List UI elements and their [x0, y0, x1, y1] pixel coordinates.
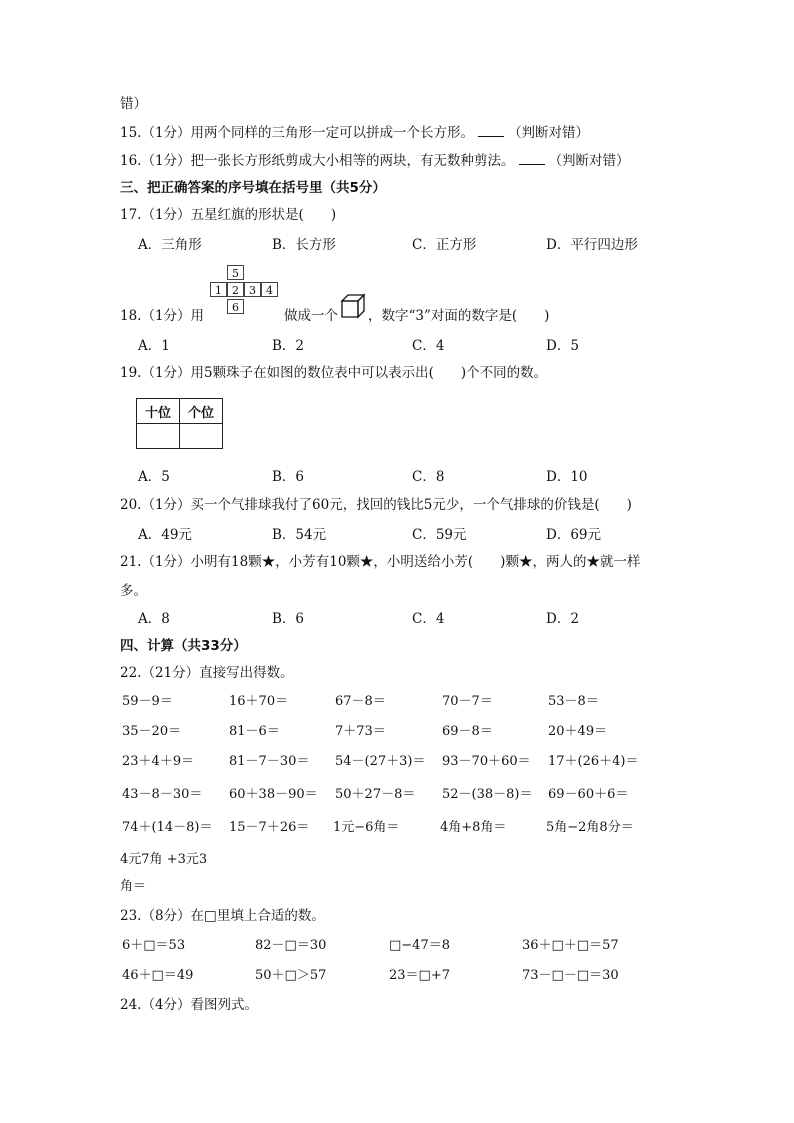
q18-option-c[interactable]: C．4: [412, 338, 445, 354]
calc-item: 59－9＝: [122, 694, 173, 709]
fill-box-item: 46＋□＝49: [122, 968, 194, 983]
net-cell: 1: [210, 282, 227, 297]
net-cell: 6: [227, 299, 244, 314]
question-15: [120, 124, 589, 142]
calc-item: 53－8＝: [548, 694, 599, 709]
calc-item: 15－7＋26＝: [229, 820, 310, 835]
place-value-cell-tens: [137, 424, 180, 449]
calc-item: 67－8＝: [335, 694, 386, 709]
q19-option-c[interactable]: C．8: [412, 469, 445, 485]
section-3-title: 三、把正确答案的序号填在括号里（共5分）: [120, 180, 386, 196]
fill-box-item: 36＋□＋□＝57: [522, 938, 619, 953]
net-cell: 4: [261, 282, 278, 297]
fill-box-item: 50＋□＞57: [255, 968, 327, 983]
question-24-stem: 24.（4分）看图列式。: [120, 997, 259, 1013]
calc-item: 17＋(26＋4)＝: [548, 754, 639, 769]
q21-option-d[interactable]: D．2: [546, 611, 579, 627]
q18-option-b[interactable]: B．2: [272, 338, 305, 354]
calc-item: 74＋(14－8)＝: [122, 820, 213, 835]
fill-box-item: 73－□－□＝30: [522, 968, 619, 983]
fill-box-item: 23＝□+7: [389, 968, 450, 983]
question-22-stem: 22.（21分）直接写出得数。: [120, 665, 294, 681]
place-value-table: [136, 398, 223, 449]
calc-item: 81－6＝: [229, 724, 280, 739]
q19-option-b[interactable]: B．6: [272, 469, 305, 485]
cube-icon: [340, 293, 368, 319]
calc-item: 35－20＝: [122, 724, 182, 739]
question-19-stem: 19.（1分）用5颗珠子在如图的数位表中可以表示出( )个不同的数。: [120, 365, 548, 381]
calc-item: 7＋73＝: [335, 724, 386, 739]
calc-item: 20＋49＝: [548, 724, 608, 739]
continued-line-tail: 错）: [120, 96, 147, 112]
net-cell: 3: [244, 282, 261, 297]
net-cell: 2: [227, 282, 244, 297]
q21-option-a[interactable]: A．8: [138, 611, 170, 627]
q20-option-c[interactable]: C．59元: [412, 527, 467, 543]
q19-option-a[interactable]: A．5: [138, 469, 170, 485]
question-16-tail: （判断对错）: [548, 153, 630, 169]
calc-item: 69－8＝: [442, 724, 493, 739]
q18-option-d[interactable]: D．5: [546, 338, 579, 354]
q20-option-d[interactable]: D．69元: [546, 527, 602, 543]
calc-item: 1元−6角＝: [333, 820, 400, 835]
calc-item: 5角−2角8分＝: [546, 820, 634, 835]
calc-item: 54－(27＋3)＝: [335, 754, 426, 769]
question-15-tail: （判断对错）: [508, 125, 590, 141]
section-4-title: 四、计算（共33分）: [120, 638, 247, 654]
q21-option-c[interactable]: C．4: [412, 611, 445, 627]
calc-item: 60＋38－90＝: [229, 787, 318, 802]
net-cell: 5: [227, 265, 244, 280]
question-18-stem-b: 做成一个: [284, 308, 338, 324]
q17-option-c[interactable]: C．正方形: [412, 237, 477, 253]
calc-item: 70－7＝: [442, 694, 493, 709]
q17-option-a[interactable]: A．三角形: [138, 237, 202, 253]
q20-option-b[interactable]: B．54元: [272, 527, 327, 543]
calc-item: 23＋4＋9＝: [122, 754, 195, 769]
place-value-cell-ones: [180, 424, 223, 449]
question-18-stem-a: 18.（1分）用: [120, 308, 205, 324]
answer-blank-15[interactable]: [478, 124, 504, 137]
calc-item: 69－60＋6＝: [548, 787, 629, 802]
calc-item: 81－7－30＝: [229, 754, 310, 769]
question-21-stem-line1: 21.（1分）小明有18颗★，小芳有10颗★，小明送给小芳( )颗★，两人的★就一样: [120, 554, 641, 570]
question-21-stem-line2: 多。: [120, 583, 147, 599]
q18-option-a[interactable]: A．1: [138, 338, 170, 354]
place-value-header-tens: 十位: [137, 399, 180, 424]
question-18-stem-c: ，数字“3”对面的数字是( ): [368, 308, 550, 324]
q19-option-d[interactable]: D．10: [546, 469, 588, 485]
calc-item: 52－(38－8)＝: [442, 787, 533, 802]
question-16: [120, 152, 630, 170]
question-16-text: 16.（1分）把一张长方形纸剪成大小相等的两块，有无数种剪法。: [120, 153, 515, 169]
q17-option-d[interactable]: D．平行四边形: [546, 237, 638, 253]
calc-item: 4角+8角＝: [440, 820, 507, 835]
calc-item-extra-line1: 4元7角 +3元3: [120, 852, 208, 867]
fill-box-item: □−47＝8: [389, 938, 450, 953]
question-17-stem: 17.（1分）五星红旗的形状是( ): [120, 207, 337, 223]
calc-item: 16＋70＝: [229, 694, 289, 709]
calc-item: 50＋27－8＝: [335, 787, 416, 802]
question-20-stem: 20.（1分）买一个气排球我付了60元，找回的钱比5元少，一个气排球的价钱是( ): [120, 497, 632, 513]
question-15-text: 15.（1分）用两个同样的三角形一定可以拼成一个长方形。: [120, 125, 475, 141]
answer-blank-16[interactable]: [519, 152, 545, 165]
calc-item: 93－70＋60＝: [442, 754, 531, 769]
place-value-header-ones: 个位: [180, 399, 223, 424]
fill-box-item: 6＋□＝53: [122, 938, 186, 953]
calc-item: 43－8－30＝: [122, 787, 203, 802]
cube-net-diagram: [210, 265, 280, 317]
question-23-stem: 23.（8分）在□里填上合适的数。: [120, 908, 325, 924]
calc-item-extra-line2: 角＝: [120, 879, 147, 894]
fill-box-item: 82－□＝30: [255, 938, 327, 953]
q20-option-a[interactable]: A．49元: [138, 527, 192, 543]
q17-option-b[interactable]: B．长方形: [272, 237, 336, 253]
q21-option-b[interactable]: B．6: [272, 611, 305, 627]
